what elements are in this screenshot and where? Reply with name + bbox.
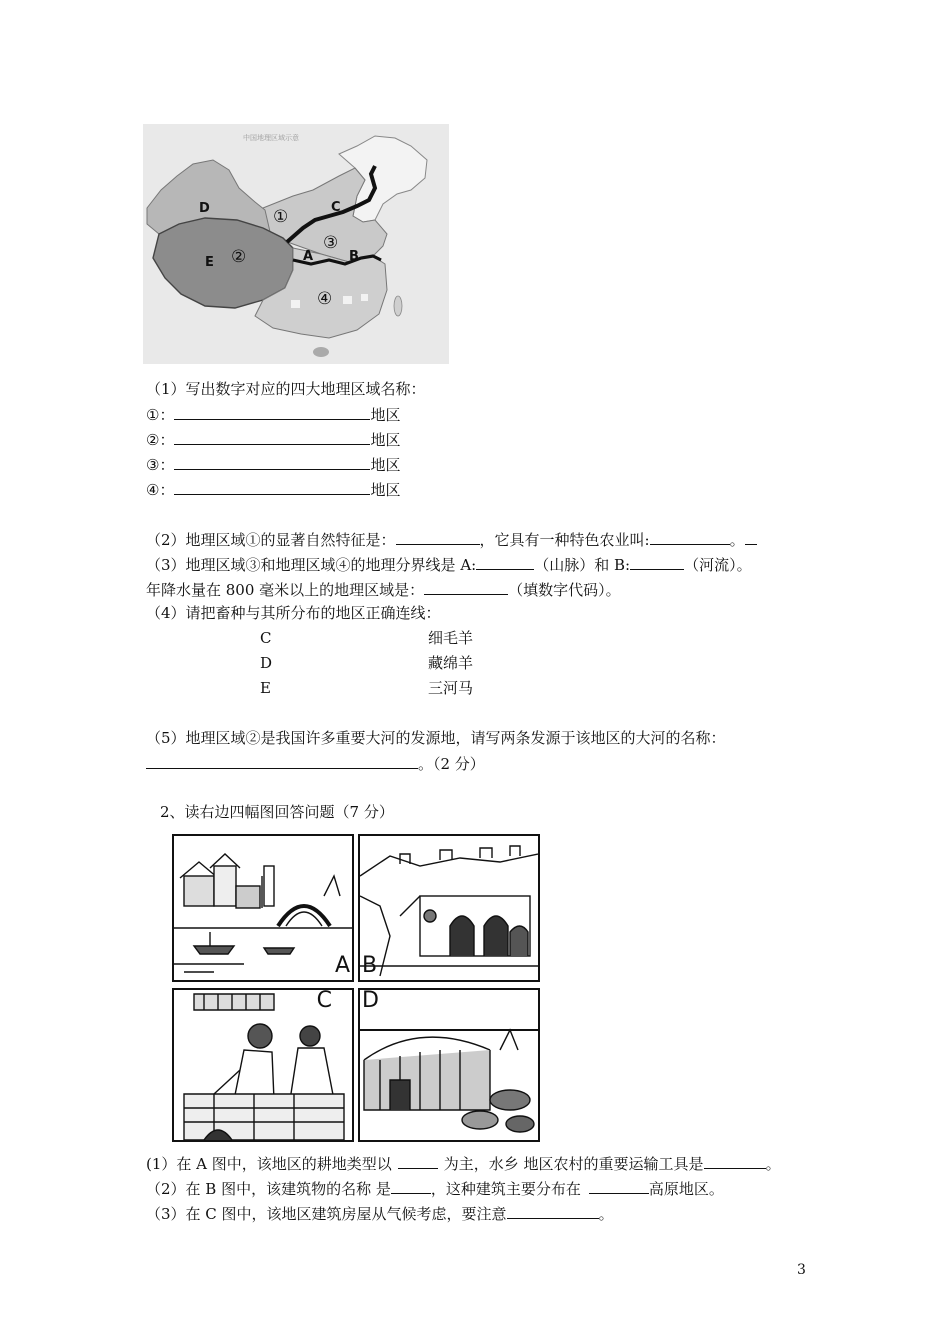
q4-intro: （4）请把畜种与其所分布的地区正确连线： bbox=[146, 604, 441, 622]
sub-q1-blank-transport[interactable] bbox=[704, 1152, 766, 1169]
q1-row-4-suffix: 地区 bbox=[370, 481, 401, 499]
q2-trailing-rule bbox=[745, 528, 757, 545]
q1-intro: （1）写出数字对应的四大地理区域名称： bbox=[146, 380, 426, 398]
map-letter-a: A bbox=[303, 249, 314, 264]
q3-text-e: （填数字代码）。 bbox=[508, 581, 621, 599]
picture-b-drawing bbox=[360, 836, 538, 980]
q1-row-3 bbox=[146, 453, 400, 475]
sub-q2-blank-plateau[interactable] bbox=[589, 1177, 649, 1194]
q5-text: （5）地理区域②是我国许多重要大河的发源地，请写两条发源于该地区的大河的名称： bbox=[146, 729, 726, 747]
page-number: 3 bbox=[797, 1262, 806, 1278]
q1-row-2-blank[interactable] bbox=[174, 428, 370, 445]
map-letter-c: C bbox=[331, 200, 341, 215]
q4-region-c[interactable]: C bbox=[260, 629, 272, 647]
q5-tail: 。（2 分） bbox=[418, 755, 485, 773]
q1-row-3-num: ③： bbox=[146, 456, 175, 474]
q1-row-1-suffix: 地区 bbox=[370, 406, 401, 424]
q4-breed-2[interactable]: 藏绵羊 bbox=[428, 654, 474, 672]
map-title: 中国地理区域示意 bbox=[243, 134, 299, 142]
q5-answer-line bbox=[146, 752, 485, 774]
q3-text-a: （3）地理区域③和地理区域④的地理分界线是 A: bbox=[146, 556, 477, 574]
picture-d bbox=[358, 988, 540, 1142]
map-letter-b: B bbox=[349, 249, 359, 264]
map-svg bbox=[143, 124, 449, 364]
q4-region-d[interactable]: D bbox=[260, 654, 273, 672]
q1-row-3-suffix: 地区 bbox=[370, 456, 401, 474]
q3-line-1 bbox=[146, 553, 752, 575]
picture-b bbox=[358, 834, 540, 982]
q1-row-4-blank[interactable] bbox=[174, 478, 370, 495]
sub-q2-blank-building[interactable] bbox=[391, 1177, 431, 1194]
sub-q1-text-a: (1）在 A 图中，该地区的耕地类型以 bbox=[146, 1155, 392, 1173]
q3-text-d: 年降水量在 800 毫米以上的地理区域是： bbox=[146, 581, 425, 599]
q1-row-2-suffix: 地区 bbox=[370, 431, 401, 449]
sub-q2-text-b: ，这种建筑主要分布在 bbox=[430, 1180, 581, 1198]
section-2-title: 2、读右边四幅图回答问题（7 分） bbox=[160, 803, 394, 821]
sub-q3-text-a: （3）在 C 图中，该地区建筑房屋从气候考虑，要注意 bbox=[146, 1205, 507, 1223]
q2-text-a: （2）地理区域①的显著自然特征是： bbox=[146, 531, 396, 549]
map-circled-2: ② bbox=[231, 247, 247, 267]
sub-q1-text-b: 为主，水乡 地区农村的重要运输工具是 bbox=[443, 1155, 704, 1173]
picture-a-label: A bbox=[334, 953, 350, 978]
map-letter-e: E bbox=[205, 255, 214, 270]
q5-blank[interactable] bbox=[146, 752, 418, 769]
q4-breed-3[interactable]: 三河马 bbox=[428, 679, 474, 697]
q3-text-c: （河流）。 bbox=[684, 556, 752, 574]
q1-row-2-num: ②： bbox=[146, 431, 175, 449]
map-circled-3: ③ bbox=[323, 233, 339, 253]
sub-q3-blank-climate[interactable] bbox=[507, 1202, 599, 1219]
q1-row-4 bbox=[146, 478, 400, 500]
q1-row-2 bbox=[146, 428, 400, 450]
q3-blank-mountain[interactable] bbox=[476, 553, 534, 570]
picture-c bbox=[172, 988, 354, 1142]
sub-q1-blank-land[interactable] bbox=[398, 1152, 438, 1169]
q2-line bbox=[146, 528, 757, 550]
taiwan-island bbox=[394, 296, 402, 316]
sub-q2-text-a: （2）在 B 图中，该建筑物的名称 是 bbox=[146, 1180, 391, 1198]
q4-breed-1[interactable]: 细毛羊 bbox=[428, 629, 474, 647]
picture-d-drawing bbox=[360, 990, 538, 1140]
map-circled-4: ④ bbox=[317, 289, 333, 309]
sub-q2-text-c: 高原地区。 bbox=[648, 1180, 724, 1198]
q2-blank-1[interactable] bbox=[396, 528, 480, 545]
q2-text-b: ，它具有一种特色农业叫: bbox=[479, 531, 650, 549]
picture-d-label: D bbox=[362, 988, 379, 1013]
sub-q1-line bbox=[146, 1152, 781, 1174]
picture-a-drawing bbox=[174, 836, 352, 980]
hainan-island bbox=[313, 347, 329, 357]
q3-line-2 bbox=[146, 578, 621, 600]
q4-region-e[interactable]: E bbox=[260, 679, 271, 697]
q2-text-c: 。 bbox=[729, 531, 745, 549]
q3-blank-region[interactable] bbox=[424, 578, 508, 595]
q1-row-3-blank[interactable] bbox=[174, 453, 370, 470]
q1-row-4-num: ④： bbox=[146, 481, 175, 499]
sub-q1-text-c: 。 bbox=[765, 1155, 781, 1173]
q3-text-b: （山脉）和 B: bbox=[534, 556, 631, 574]
map-letter-d: D bbox=[199, 201, 210, 216]
q1-row-1-blank[interactable] bbox=[174, 403, 370, 420]
sub-q2-line bbox=[146, 1177, 724, 1199]
four-pictures bbox=[172, 834, 540, 1142]
picture-a bbox=[172, 834, 354, 982]
q3-blank-river[interactable] bbox=[630, 553, 684, 570]
map-circled-1: ① bbox=[273, 207, 289, 227]
sub-q3-text-b: 。 bbox=[598, 1205, 614, 1223]
q2-blank-2[interactable] bbox=[650, 528, 730, 545]
sub-q3-line bbox=[146, 1202, 614, 1224]
q1-row-1-num: ①： bbox=[146, 406, 175, 424]
picture-c-label: C bbox=[316, 988, 332, 1013]
q1-row-1 bbox=[146, 403, 400, 425]
china-region-map bbox=[143, 124, 449, 364]
picture-b-label: B bbox=[362, 953, 378, 978]
